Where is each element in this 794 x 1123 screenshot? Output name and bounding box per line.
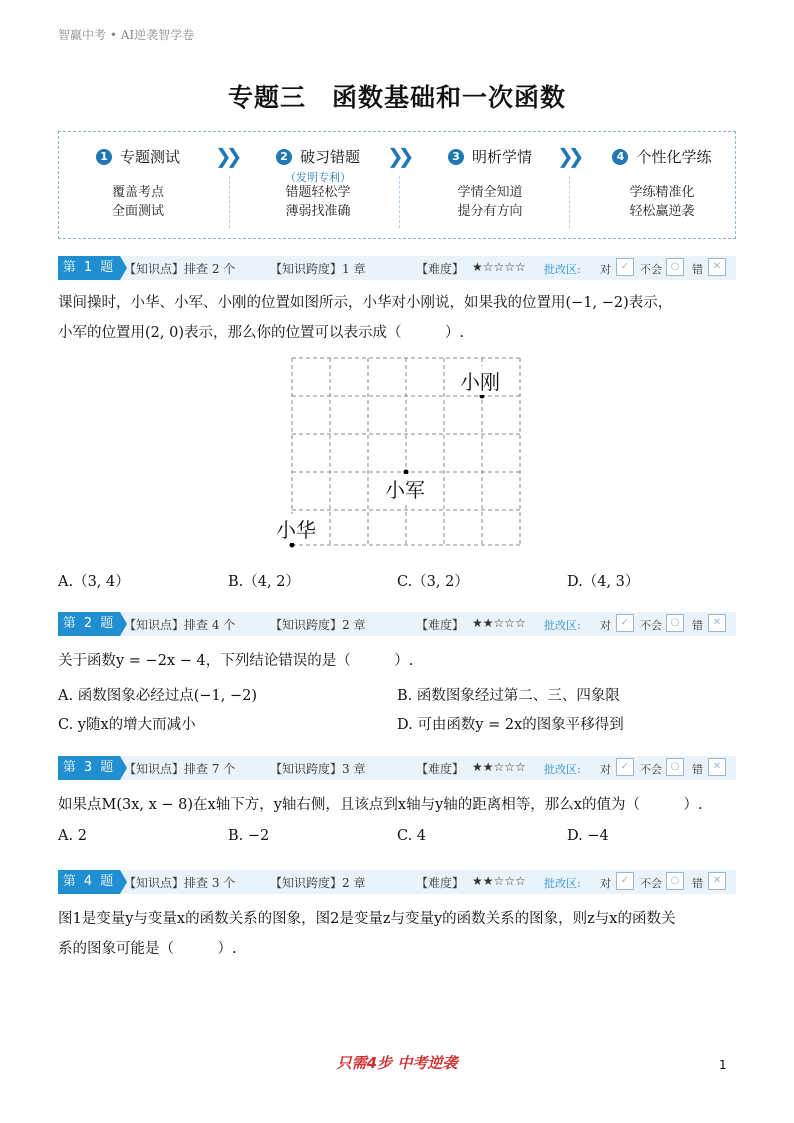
review-right-label: 对 (600, 763, 611, 776)
circle-icon[interactable]: ○ (666, 258, 684, 276)
difficulty-stars: ★★☆☆☆ (472, 616, 526, 630)
review-wrong-label: 错 (692, 619, 703, 632)
question-number: 第 4 题 (58, 870, 120, 894)
label-xiaogang: 小刚 (460, 366, 500, 395)
check-icon[interactable]: ✓ (616, 758, 634, 776)
review-unknown-label: 不会 (640, 263, 662, 276)
step-desc: 薄弱找准确 (285, 204, 351, 219)
knowledge-span: 【知识跨度】1 章 (270, 262, 366, 276)
knowledge-points: 【知识点】排查 3 个 (124, 876, 236, 890)
question-number: 第 3 题 (58, 756, 120, 780)
option-b[interactable]: B. −2 (228, 828, 270, 844)
step-number: 4 (612, 149, 628, 165)
knowledge-span: 【知识跨度】2 章 (270, 618, 366, 632)
question-bar-3 (58, 756, 736, 780)
option-a[interactable]: A. 2 (58, 828, 87, 844)
cross-icon[interactable]: ✕ (708, 614, 726, 632)
footer-logo: 只需4步 中考逆袭 (336, 1054, 458, 1072)
page-title: 专题三 函数基础和一次函数 (227, 83, 566, 112)
step-desc: 提分有方向 (457, 204, 523, 219)
option-b[interactable]: B. 函数图象经过第二、三、四象限 (397, 688, 620, 704)
option-b[interactable]: B.（4, 2） (228, 574, 300, 590)
review-label: 批改区: (544, 263, 581, 276)
cross-icon[interactable]: ✕ (708, 872, 726, 890)
chevron-right-icon: ❯❯ (215, 144, 237, 168)
step-2 (243, 146, 393, 221)
step-title: 个性化学练 (636, 148, 712, 166)
knowledge-span: 【知识跨度】3 章 (270, 762, 366, 776)
step-4 (587, 146, 737, 221)
question-text: 课间操时，小华、小军、小刚的位置如图所示，小华对小刚说，如果我的位置用(−1, −2)表示， (58, 295, 673, 311)
step-number: 1 (96, 149, 112, 165)
review-wrong-label: 错 (692, 763, 703, 776)
question-bar-1 (58, 256, 736, 280)
step-desc: 错题轻松学 (285, 185, 351, 200)
difficulty-stars: ★★☆☆☆ (472, 874, 526, 888)
step-sub: （发明专利） (285, 171, 351, 184)
step-title: 明析学情 (471, 148, 532, 166)
step-desc: 学情全知道 (457, 185, 523, 200)
review-wrong-label: 错 (692, 877, 703, 890)
check-icon[interactable]: ✓ (616, 614, 634, 632)
knowledge-points: 【知识点】排查 7 个 (124, 762, 236, 776)
question-number: 第 1 题 (58, 256, 120, 280)
cross-icon[interactable]: ✕ (708, 258, 726, 276)
review-area (544, 258, 734, 278)
chevron-right-icon: ❯❯ (557, 144, 579, 168)
check-icon[interactable]: ✓ (616, 872, 634, 890)
review-label: 批改区: (544, 619, 581, 632)
difficulty-stars: ★★☆☆☆ (472, 760, 526, 774)
option-c[interactable]: C.（3, 2） (397, 574, 469, 590)
question-bar-2 (58, 612, 736, 636)
review-wrong-label: 错 (692, 263, 703, 276)
question-3-stem: 如果点M(3x, x − 8)在x轴下方，y轴右侧，且该点到x轴与y轴的距离相等，那么x的值为（ ）. (58, 797, 703, 813)
header-brand: 智赢中考 • AI逆袭智学卷 (58, 28, 195, 42)
step-1 (63, 146, 213, 221)
option-d[interactable]: D. −4 (567, 828, 609, 844)
review-unknown-label: 不会 (640, 763, 662, 776)
question-text: 系的图象可能是（ ）. (58, 941, 237, 957)
step-number: 2 (276, 149, 292, 165)
option-c[interactable]: C. 4 (397, 828, 427, 844)
question-bar-4 (58, 870, 736, 894)
cross-icon[interactable]: ✕ (708, 758, 726, 776)
difficulty-stars: ★☆☆☆☆ (472, 260, 526, 274)
check-icon[interactable]: ✓ (616, 258, 634, 276)
review-right-label: 对 (600, 263, 611, 276)
review-area (544, 614, 734, 634)
step-desc: 全面测试 (111, 204, 164, 219)
review-right-label: 对 (600, 877, 611, 890)
review-right-label: 对 (600, 619, 611, 632)
step-title: 专题测试 (119, 148, 180, 166)
review-label: 批改区: (544, 763, 581, 776)
step-number: 3 (448, 149, 464, 165)
step-desc: 轻松赢逆袭 (629, 204, 695, 219)
review-unknown-label: 不会 (640, 877, 662, 890)
review-area (544, 872, 734, 892)
difficulty-label: 【难度】 (416, 618, 465, 632)
step-3 (415, 146, 565, 221)
knowledge-span: 【知识跨度】2 章 (270, 876, 366, 890)
difficulty-label: 【难度】 (416, 262, 465, 276)
knowledge-points: 【知识点】排查 2 个 (124, 262, 236, 276)
step-title: 破习错题 (299, 148, 360, 166)
question-text: 图1是变量y与变量x的函数关系的图象，图2是变量z与变量y的函数关系的图象，则z与x的函数关 (58, 911, 676, 927)
circle-icon[interactable]: ○ (666, 872, 684, 890)
option-d[interactable]: D. 可由函数y = 2x的图象平移得到 (397, 717, 624, 733)
option-a[interactable]: A.（3, 4） (58, 574, 130, 590)
review-area (544, 758, 734, 778)
steps-panel (58, 131, 736, 239)
circle-icon[interactable]: ○ (666, 614, 684, 632)
question-1-stem (58, 288, 672, 348)
label-xiaohua: 小华 (276, 514, 316, 543)
knowledge-points: 【知识点】排查 4 个 (124, 618, 236, 632)
page-number: 1 (719, 1058, 727, 1072)
review-unknown-label: 不会 (640, 619, 662, 632)
label-xiaojun: 小军 (385, 474, 425, 503)
difficulty-label: 【难度】 (416, 876, 465, 890)
step-desc: 覆盖考点 (111, 185, 164, 200)
circle-icon[interactable]: ○ (666, 758, 684, 776)
option-d[interactable]: D.（4, 3） (567, 574, 640, 590)
chevron-right-icon: ❯❯ (387, 144, 409, 168)
point-hua (290, 543, 295, 548)
question-number: 第 2 题 (58, 612, 120, 636)
question-text: 小军的位置用(2, 0)表示，那么你的位置可以表示成（ ）. (58, 325, 465, 341)
difficulty-label: 【难度】 (416, 762, 465, 776)
step-desc: 学练精准化 (629, 185, 695, 200)
question-2-stem: 关于函数y = −2x − 4，下列结论错误的是（ ）. (58, 653, 414, 669)
option-c[interactable]: C. y随x的增大而减小 (58, 717, 196, 733)
review-label: 批改区: (544, 877, 581, 890)
option-a[interactable]: A. 函数图象必经过点(−1, −2) (58, 688, 257, 704)
question-4-stem (58, 904, 675, 964)
